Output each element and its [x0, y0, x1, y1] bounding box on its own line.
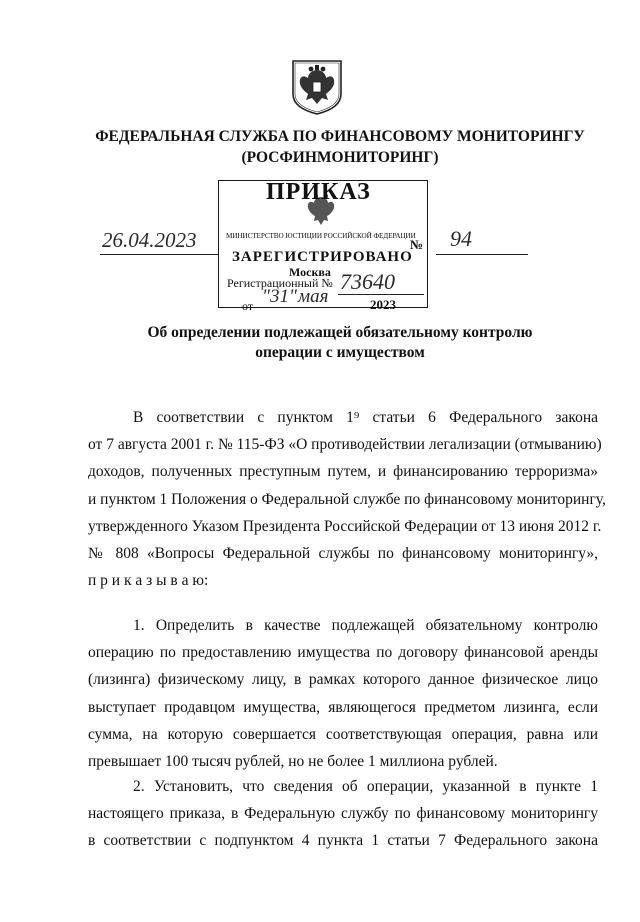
text-line: операцию по предоставлению имущества по договору финансовой аренды	[88, 644, 598, 662]
stamp-reg-label: Регистрационный №	[227, 276, 333, 290]
text-line: в соответствии с подпунктом 4 пункта 1 статьи 7 Федерального закона	[88, 832, 598, 850]
order-number-underline	[436, 254, 528, 255]
document-title-line2: операции с имуществом	[255, 344, 425, 361]
order-date: 26.04.2023	[102, 228, 197, 252]
document-title: Об определении подлежащей обязательному контролю	[147, 324, 533, 341]
coat-of-arms-icon	[290, 58, 344, 116]
text-line: от 7 августа 2001 г. № 115-ФЗ «О противодействии легализации (отмыванию)	[88, 436, 602, 454]
text-line: и пунктом 1 Положения о Федеральной службе по финансовому мониторингу,	[88, 490, 606, 508]
text-line: 2. Установить, что сведения об операции, указанной в пункте 1	[133, 778, 598, 795]
paragraph-preamble	[88, 404, 606, 594]
agency-abbreviation: (РОСФИНМОНИТОРИНГ)	[241, 149, 439, 166]
order-date-underline	[100, 254, 218, 255]
agency-name: ФЕДЕРАЛЬНАЯ СЛУЖБА ПО ФИНАНСОВОМУ МОНИТОРИНГУ	[95, 128, 585, 145]
text-line: В соответствии с пунктом 1⁹ статьи 6 Федерального закона	[133, 409, 598, 426]
text-line: настоящего приказа, в Федеральную службу по финансовому мониторингу	[88, 805, 598, 823]
text-line: превышает 100 тысяч рублей, но не более 1 миллиона рублей.	[88, 753, 498, 771]
stamp-status: ЗАРЕГИСТРИРОВАНО	[232, 249, 413, 265]
stamp-day: "31"	[262, 286, 297, 307]
stamp-city: Москва	[289, 265, 331, 279]
order-number-sign: №	[410, 237, 424, 252]
text-line: 1. Определить в качестве подлежащей обязательному контролю	[133, 617, 598, 634]
paragraph-item-2	[88, 773, 598, 855]
stamp-year: 2023	[370, 297, 396, 312]
stamp-ministry: МИНИСТЕРСТВО ЮСТИЦИИ РОССИЙСКОЙ ФЕДЕРАЦИИ	[226, 232, 416, 240]
text-line: (лизинга) физическому лицу, в рамках которого данное физическое лицо	[88, 671, 598, 689]
reg-number-underline	[338, 294, 424, 295]
text-line: п р и к а з ы в а ю:	[88, 572, 209, 590]
order-number: 94	[450, 226, 472, 251]
text-line: выступает продавцом имущества, являющегося предметом лизинга, если	[88, 698, 598, 716]
text-line: № 808 «Вопросы Федеральной службы по финансовому мониторингу»,	[88, 545, 598, 563]
stamp-month: мая	[298, 286, 329, 307]
paragraph-item-1	[88, 612, 598, 775]
order-heading: ПРИКАЗ	[266, 179, 371, 205]
text-line: доходов, полученных преступным путем, и финансированию терроризма»	[88, 463, 598, 481]
stamp-from-label: от	[242, 299, 254, 313]
text-line: утвержденного Указом Президента Российской Федерации от 13 июня 2012 г.	[88, 517, 602, 535]
text-line: сумма, на которую совершается соответствующая операция, равна или	[88, 725, 598, 743]
stamp-reg-number: 73640	[340, 269, 395, 294]
